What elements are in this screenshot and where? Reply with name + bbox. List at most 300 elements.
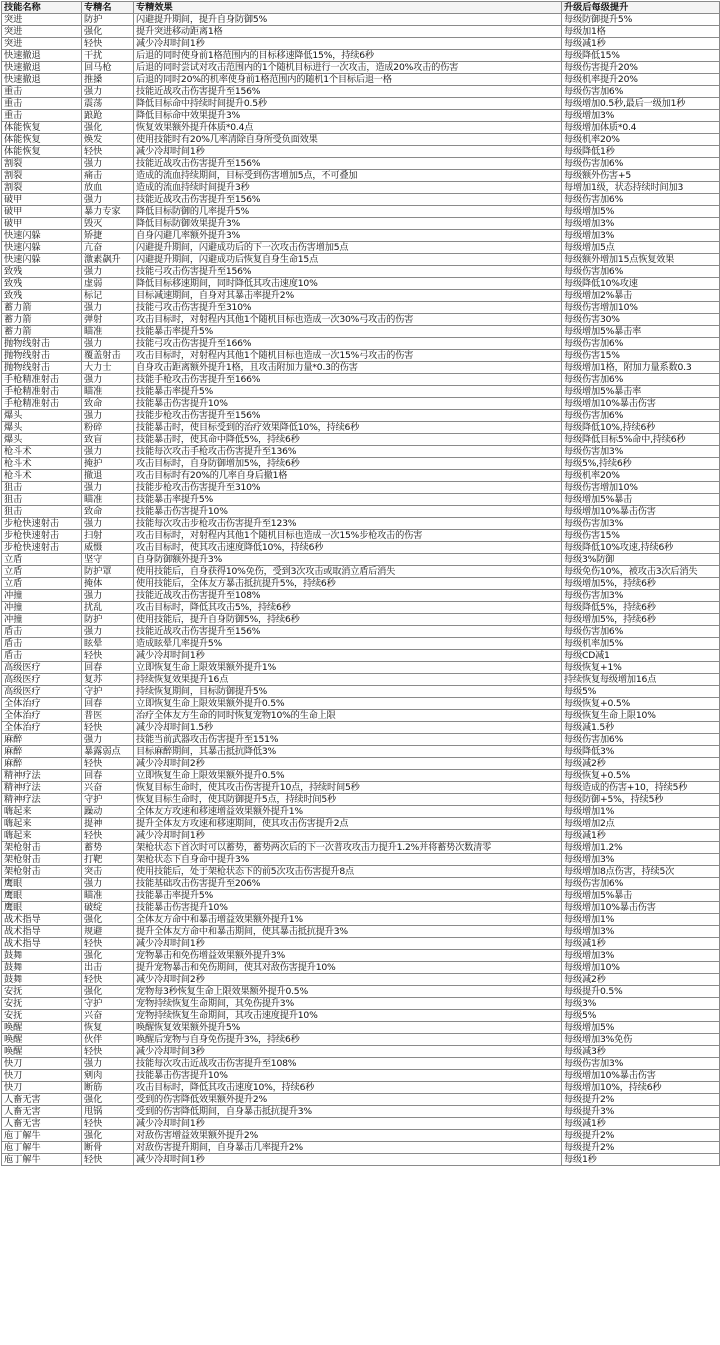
specialization-name-cell: 推搡 bbox=[82, 74, 134, 86]
upgrade-cell: 每级减1秒 bbox=[562, 1118, 720, 1130]
upgrade-cell: 每级伤害加6% bbox=[562, 194, 720, 206]
specialization-effect-cell: 闪避提升期间，闪避成功后的下一次攻击伤害增加5点 bbox=[134, 242, 562, 254]
table-row bbox=[2, 602, 720, 614]
skill-name-cell: 冲撞 bbox=[2, 590, 82, 602]
skill-name-cell: 战术指导 bbox=[2, 938, 82, 950]
specialization-name-cell: 打靶 bbox=[82, 854, 134, 866]
upgrade-cell: 每级机率20% bbox=[562, 134, 720, 146]
skill-name-cell: 鹰眼 bbox=[2, 878, 82, 890]
upgrade-cell: 每级3% bbox=[562, 998, 720, 1010]
specialization-name-cell: 瞄准 bbox=[82, 326, 134, 338]
skill-name-cell: 蓄力箭 bbox=[2, 326, 82, 338]
specialization-effect-cell: 技能暴击率提升5% bbox=[134, 494, 562, 506]
specialization-effect-cell: 减少冷却时间1.5秒 bbox=[134, 722, 562, 734]
specialization-name-cell: 复苏 bbox=[82, 674, 134, 686]
specialization-effect-cell: 提升宠物暴击和免伤期间，使其对敌伤害提升10% bbox=[134, 962, 562, 974]
table-row bbox=[2, 794, 720, 806]
specialization-effect-cell: 宠物持续恢复生命期间，其攻击速度提升10% bbox=[134, 1010, 562, 1022]
skill-name-cell: 庖丁解牛 bbox=[2, 1130, 82, 1142]
table-row bbox=[2, 326, 720, 338]
upgrade-cell: 每级3%防御 bbox=[562, 554, 720, 566]
skill-name-cell: 高级医疗 bbox=[2, 662, 82, 674]
skill-name-cell: 全体治疗 bbox=[2, 710, 82, 722]
upgrade-cell: 每级增加10%暴击伤害 bbox=[562, 1070, 720, 1082]
specialization-effect-cell: 减少冷却时间2秒 bbox=[134, 974, 562, 986]
table-row bbox=[2, 506, 720, 518]
table-row bbox=[2, 434, 720, 446]
specialization-effect-cell: 技能近战攻击伤害提升至108% bbox=[134, 590, 562, 602]
skill-name-cell: 重击 bbox=[2, 110, 82, 122]
specialization-name-cell: 覆盖射击 bbox=[82, 350, 134, 362]
skill-name-cell: 手枪精准射击 bbox=[2, 386, 82, 398]
skill-name-cell: 狙击 bbox=[2, 506, 82, 518]
specialization-effect-cell: 技能基础攻击伤害提升至206% bbox=[134, 878, 562, 890]
specialization-effect-cell: 造成的流血持续时间提升3秒 bbox=[134, 182, 562, 194]
specialization-effect-cell: 造成的流血持续期间，目标受到伤害增加5点，不可叠加 bbox=[134, 170, 562, 182]
upgrade-cell: 每级增加3% bbox=[562, 230, 720, 242]
skill-name-cell: 鼓舞 bbox=[2, 962, 82, 974]
specialization-effect-cell: 攻击目标时有20%的几率自身后撤1格 bbox=[134, 470, 562, 482]
table-row bbox=[2, 290, 720, 302]
upgrade-cell: 每级防御提升5% bbox=[562, 14, 720, 26]
upgrade-cell: 每级加1格 bbox=[562, 26, 720, 38]
specialization-name-cell: 强力 bbox=[82, 446, 134, 458]
specialization-name-cell: 轻快 bbox=[82, 146, 134, 158]
table-row bbox=[2, 698, 720, 710]
specialization-name-cell: 防护罩 bbox=[82, 566, 134, 578]
specialization-name-cell: 破绽 bbox=[82, 902, 134, 914]
skill-name-cell: 架枪射击 bbox=[2, 854, 82, 866]
upgrade-cell: 每级伤害提升20% bbox=[562, 62, 720, 74]
table-row bbox=[2, 1046, 720, 1058]
specialization-name-cell: 守护 bbox=[82, 686, 134, 698]
specialization-name-cell: 伙伴 bbox=[82, 1034, 134, 1046]
table-row bbox=[2, 338, 720, 350]
specialization-effect-cell: 持续恢复效果提升16点 bbox=[134, 674, 562, 686]
specialization-effect-cell: 技能暴击伤害提升10% bbox=[134, 506, 562, 518]
specialization-name-cell: 虚弱 bbox=[82, 278, 134, 290]
specialization-name-cell: 放血 bbox=[82, 182, 134, 194]
table-row bbox=[2, 494, 720, 506]
specialization-name-cell: 轻快 bbox=[82, 650, 134, 662]
skill-name-cell: 抛物线射击 bbox=[2, 362, 82, 374]
table-row bbox=[2, 938, 720, 950]
specialization-name-cell: 回马枪 bbox=[82, 62, 134, 74]
upgrade-cell: 每级伤害加6% bbox=[562, 86, 720, 98]
specialization-name-cell: 标记 bbox=[82, 290, 134, 302]
upgrade-cell: 每级恢复+0.5% bbox=[562, 770, 720, 782]
upgrade-cell: 每级伤害15% bbox=[562, 530, 720, 542]
specialization-name-cell: 强力 bbox=[82, 86, 134, 98]
table-row bbox=[2, 62, 720, 74]
table-row bbox=[2, 1094, 720, 1106]
table-row bbox=[2, 398, 720, 410]
specialization-name-cell: 守护 bbox=[82, 998, 134, 1010]
upgrade-cell: 每级降低15% bbox=[562, 50, 720, 62]
specialization-effect-cell: 后退的同时使身前1格范围内的目标移速降低15%，持续6秒 bbox=[134, 50, 562, 62]
header-row bbox=[2, 2, 720, 14]
table-row bbox=[2, 710, 720, 722]
upgrade-cell: 每级降低10%,持续6秒 bbox=[562, 422, 720, 434]
upgrade-cell: 每级CD减1 bbox=[562, 650, 720, 662]
upgrade-cell: 每级增加1.2% bbox=[562, 842, 720, 854]
specialization-name-cell: 扰乱 bbox=[82, 602, 134, 614]
specialization-name-cell: 坚守 bbox=[82, 554, 134, 566]
specialization-name-cell: 轻快 bbox=[82, 722, 134, 734]
skill-name-cell: 快速闪躲 bbox=[2, 254, 82, 266]
table-row bbox=[2, 242, 720, 254]
upgrade-cell: 每级增加5%，持续6秒 bbox=[562, 614, 720, 626]
table-row bbox=[2, 278, 720, 290]
specialization-effect-cell: 技能每次攻击步枪攻击伤害提升至123% bbox=[134, 518, 562, 530]
table-row bbox=[2, 1082, 720, 1094]
table-row bbox=[2, 962, 720, 974]
table-row bbox=[2, 26, 720, 38]
specialization-effect-cell: 技能弓攻击伤害提升至166% bbox=[134, 338, 562, 350]
table-row bbox=[2, 914, 720, 926]
upgrade-cell: 每级伤害加6% bbox=[562, 410, 720, 422]
upgrade-cell: 每增加1级，状态持续时间加3 bbox=[562, 182, 720, 194]
skill-name-cell: 快速撤退 bbox=[2, 50, 82, 62]
upgrade-cell: 每级免伤10%，被攻击3次后消失 bbox=[562, 566, 720, 578]
table-row bbox=[2, 638, 720, 650]
skill-name-cell: 步枪快速射击 bbox=[2, 542, 82, 554]
upgrade-cell: 每级增加10%暴击伤害 bbox=[562, 398, 720, 410]
specialization-effect-cell: 提升全体友方命中和暴击期间，使其暴击抵抗提升3% bbox=[134, 926, 562, 938]
upgrade-cell: 每级增加1% bbox=[562, 806, 720, 818]
upgrade-cell: 每级提升2% bbox=[562, 1094, 720, 1106]
skill-name-cell: 体能恢复 bbox=[2, 146, 82, 158]
table-row bbox=[2, 422, 720, 434]
table-row bbox=[2, 146, 720, 158]
upgrade-cell: 每级机率加5% bbox=[562, 638, 720, 650]
skill-name-cell: 爆头 bbox=[2, 434, 82, 446]
skill-name-cell: 嗨起来 bbox=[2, 806, 82, 818]
specialization-name-cell: 防护 bbox=[82, 14, 134, 26]
upgrade-cell: 每级增加3% bbox=[562, 110, 720, 122]
table-row bbox=[2, 662, 720, 674]
specialization-effect-cell: 持续恢复期间，目标防御提升5% bbox=[134, 686, 562, 698]
upgrade-cell: 每级伤害加3% bbox=[562, 446, 720, 458]
specialization-name-cell: 毁灭 bbox=[82, 218, 134, 230]
specialization-effect-cell: 降低目标防御效果提升3% bbox=[134, 218, 562, 230]
specialization-effect-cell: 技能暴击率提升5% bbox=[134, 890, 562, 902]
specialization-name-cell: 强化 bbox=[82, 986, 134, 998]
specialization-effect-cell: 攻击目标时，降低其攻击5%，持续6秒 bbox=[134, 602, 562, 614]
specialization-effect-cell: 后退的同时尝试对攻击范围内的1个随机目标进行一次攻击，造成20%攻击的伤害 bbox=[134, 62, 562, 74]
skill-name-cell: 快速撤退 bbox=[2, 74, 82, 86]
specialization-effect-cell: 降低目标移速期间，同时降低其攻击速度10% bbox=[134, 278, 562, 290]
upgrade-cell: 每级降低5%，持续6秒 bbox=[562, 602, 720, 614]
upgrade-cell: 每级伤害增加10% bbox=[562, 302, 720, 314]
skill-name-cell: 鹰眼 bbox=[2, 890, 82, 902]
table-row bbox=[2, 998, 720, 1010]
skill-name-cell: 割裂 bbox=[2, 170, 82, 182]
table-row bbox=[2, 38, 720, 50]
specialization-effect-cell: 技能近战攻击伤害提升至156% bbox=[134, 626, 562, 638]
upgrade-cell: 每级伤害加6% bbox=[562, 734, 720, 746]
specialization-effect-cell: 减少冷却时间1秒 bbox=[134, 146, 562, 158]
skill-name-cell: 枪斗术 bbox=[2, 446, 82, 458]
specialization-name-cell: 强力 bbox=[82, 194, 134, 206]
upgrade-cell: 每级提升0.5% bbox=[562, 986, 720, 998]
skill-name-cell: 突进 bbox=[2, 26, 82, 38]
specialization-effect-cell: 技能近战攻击伤害提升至156% bbox=[134, 158, 562, 170]
skill-name-cell: 精神疗法 bbox=[2, 770, 82, 782]
skill-name-cell: 手枪精准射击 bbox=[2, 374, 82, 386]
table-row bbox=[2, 806, 720, 818]
skill-name-cell: 麻醉 bbox=[2, 746, 82, 758]
specialization-effect-cell: 攻击目标时，自身防御增加5%，持续6秒 bbox=[134, 458, 562, 470]
specialization-name-cell: 矫捷 bbox=[82, 230, 134, 242]
upgrade-cell: 每级伤害加3% bbox=[562, 518, 720, 530]
upgrade-cell: 每级增加5%，持续6秒 bbox=[562, 578, 720, 590]
upgrade-cell: 持续恢复每级增加16点 bbox=[562, 674, 720, 686]
specialization-name-cell: 强化 bbox=[82, 122, 134, 134]
specialization-effect-cell: 宠物暴击和免伤增益效果额外提升3% bbox=[134, 950, 562, 962]
skill-name-cell: 立盾 bbox=[2, 578, 82, 590]
skill-name-cell: 唤醒 bbox=[2, 1022, 82, 1034]
table-row bbox=[2, 482, 720, 494]
upgrade-cell: 每级恢复生命上限10% bbox=[562, 710, 720, 722]
specialization-name-cell: 回春 bbox=[82, 662, 134, 674]
specialization-name-cell: 强力 bbox=[82, 626, 134, 638]
upgrade-cell: 每级增加3% bbox=[562, 926, 720, 938]
table-row bbox=[2, 782, 720, 794]
specialization-name-cell: 轻快 bbox=[82, 38, 134, 50]
specialization-name-cell: 断骨 bbox=[82, 1142, 134, 1154]
specialization-name-cell: 轻快 bbox=[82, 974, 134, 986]
specialization-effect-cell: 降低目标命中效果提升3% bbox=[134, 110, 562, 122]
table-row bbox=[2, 722, 720, 734]
skill-name-cell: 麻醉 bbox=[2, 758, 82, 770]
table-row bbox=[2, 926, 720, 938]
upgrade-cell: 每级伤害30% bbox=[562, 314, 720, 326]
upgrade-cell: 每级降低目标5%命中,持续6秒 bbox=[562, 434, 720, 446]
specialization-name-cell: 轻快 bbox=[82, 830, 134, 842]
table-row bbox=[2, 902, 720, 914]
specialization-name-cell: 扫射 bbox=[82, 530, 134, 542]
skill-name-cell: 爆头 bbox=[2, 422, 82, 434]
specialization-effect-cell: 技能弓攻击伤害提升至156% bbox=[134, 266, 562, 278]
table-row bbox=[2, 50, 720, 62]
table-row bbox=[2, 518, 720, 530]
table-row bbox=[2, 854, 720, 866]
specialization-name-cell: 激素飙升 bbox=[82, 254, 134, 266]
skill-name-cell: 立盾 bbox=[2, 566, 82, 578]
skill-name-cell: 人畜无害 bbox=[2, 1118, 82, 1130]
upgrade-cell: 每级降低10%攻速 bbox=[562, 278, 720, 290]
table-row bbox=[2, 686, 720, 698]
specialization-name-cell: 轻快 bbox=[82, 1154, 134, 1166]
skill-name-cell: 破甲 bbox=[2, 218, 82, 230]
skill-name-cell: 人畜无害 bbox=[2, 1094, 82, 1106]
upgrade-cell: 每级伤害加3% bbox=[562, 1058, 720, 1070]
upgrade-cell: 每级增加5%暴击 bbox=[562, 494, 720, 506]
upgrade-cell: 每级减1秒 bbox=[562, 830, 720, 842]
specialization-effect-cell: 造成眩晕几率提升5% bbox=[134, 638, 562, 650]
specialization-effect-cell: 恢复目标生命时，使其攻击伤害提升10点，持续时间5秒 bbox=[134, 782, 562, 794]
specialization-name-cell: 轻快 bbox=[82, 938, 134, 950]
skill-name-cell: 破甲 bbox=[2, 206, 82, 218]
specialization-name-cell: 强化 bbox=[82, 1130, 134, 1142]
upgrade-cell: 每级伤害加6% bbox=[562, 374, 720, 386]
skill-name-cell: 战术指导 bbox=[2, 914, 82, 926]
upgrade-cell: 每级恢复+0.5% bbox=[562, 698, 720, 710]
skill-name-cell: 精神疗法 bbox=[2, 794, 82, 806]
upgrade-cell: 每级减2秒 bbox=[562, 974, 720, 986]
skill-name-cell: 抛物线射击 bbox=[2, 350, 82, 362]
upgrade-cell: 每级减1秒 bbox=[562, 938, 720, 950]
skill-name-cell: 蓄力箭 bbox=[2, 314, 82, 326]
specialization-effect-cell: 闪避提升期间，闪避成功后恢复自身生命15点 bbox=[134, 254, 562, 266]
table-row bbox=[2, 470, 720, 482]
specialization-effect-cell: 技能手枪攻击伤害提升至166% bbox=[134, 374, 562, 386]
specialization-name-cell: 致盲 bbox=[82, 434, 134, 446]
upgrade-cell: 每级增加3% bbox=[562, 218, 720, 230]
specialization-name-cell: 出击 bbox=[82, 962, 134, 974]
table-row bbox=[2, 1058, 720, 1070]
skill-name-cell: 盾击 bbox=[2, 626, 82, 638]
table-row bbox=[2, 230, 720, 242]
upgrade-cell: 每级提升2% bbox=[562, 1142, 720, 1154]
table-row bbox=[2, 206, 720, 218]
specialization-effect-cell: 对敌伤害提升期间，自身暴击几率提升2% bbox=[134, 1142, 562, 1154]
specialization-effect-cell: 自身攻击距离额外提升1格，且攻击附加力量*0.3的伤害 bbox=[134, 362, 562, 374]
table-row bbox=[2, 590, 720, 602]
specialization-effect-cell: 技能当前武器攻击伤害提升至151% bbox=[134, 734, 562, 746]
skill-name-cell: 手枪精准射击 bbox=[2, 398, 82, 410]
specialization-effect-cell: 自身闪避几率额外提升3% bbox=[134, 230, 562, 242]
upgrade-cell: 每级增加2%暴击 bbox=[562, 290, 720, 302]
skill-name-cell: 庖丁解牛 bbox=[2, 1154, 82, 1166]
table-row bbox=[2, 458, 720, 470]
upgrade-cell: 每级增加0.5秒,最后一级加1秒 bbox=[562, 98, 720, 110]
specialization-name-cell: 踉跄 bbox=[82, 110, 134, 122]
specialization-effect-cell: 唤醒恢复效果额外提升5% bbox=[134, 1022, 562, 1034]
specialization-effect-cell: 立即恢复生命上限效果额外提升0.5% bbox=[134, 770, 562, 782]
table-row bbox=[2, 566, 720, 578]
specialization-name-cell: 普医 bbox=[82, 710, 134, 722]
specialization-name-cell: 断筋 bbox=[82, 1082, 134, 1094]
skill-name-cell: 体能恢复 bbox=[2, 134, 82, 146]
specialization-name-cell: 强化 bbox=[82, 1094, 134, 1106]
specialization-name-cell: 突击 bbox=[82, 866, 134, 878]
skill-name-cell: 安抚 bbox=[2, 986, 82, 998]
specialization-effect-cell: 使用技能后，全体友方暴击抵抗提升5%，持续6秒 bbox=[134, 578, 562, 590]
table-row bbox=[2, 266, 720, 278]
specialization-name-cell: 暴露弱点 bbox=[82, 746, 134, 758]
specialization-name-cell: 恢复 bbox=[82, 1022, 134, 1034]
upgrade-cell: 每级增加10%暴击伤害 bbox=[562, 902, 720, 914]
specialization-effect-cell: 技能暴击率提升5% bbox=[134, 326, 562, 338]
skill-name-cell: 突进 bbox=[2, 38, 82, 50]
specialization-name-cell: 防护 bbox=[82, 614, 134, 626]
specialization-effect-cell: 减少冷却时间1秒 bbox=[134, 938, 562, 950]
skill-name-cell: 嗨起来 bbox=[2, 818, 82, 830]
upgrade-cell: 每级增加2点 bbox=[562, 818, 720, 830]
skill-name-cell: 架枪射击 bbox=[2, 866, 82, 878]
table-row bbox=[2, 890, 720, 902]
skill-name-cell: 重击 bbox=[2, 86, 82, 98]
specialization-effect-cell: 技能每次攻击手枪攻击伤害提升至136% bbox=[134, 446, 562, 458]
skill-name-cell: 唤醒 bbox=[2, 1034, 82, 1046]
upgrade-cell: 每级增加1% bbox=[562, 914, 720, 926]
specialization-effect-cell: 技能步枪攻击伤害提升至156% bbox=[134, 410, 562, 422]
table-row bbox=[2, 314, 720, 326]
specialization-name-cell: 瞄准 bbox=[82, 494, 134, 506]
table-row bbox=[2, 746, 720, 758]
specialization-name-cell: 回春 bbox=[82, 770, 134, 782]
specialization-effect-cell: 技能暴击伤害提升10% bbox=[134, 1070, 562, 1082]
skill-name-cell: 狙击 bbox=[2, 494, 82, 506]
specialization-effect-cell: 宠物持续恢复生命期间，其免伤提升3% bbox=[134, 998, 562, 1010]
upgrade-cell: 每级机率20% bbox=[562, 470, 720, 482]
specialization-name-cell: 强力 bbox=[82, 338, 134, 350]
specialization-name-cell: 兴奋 bbox=[82, 1010, 134, 1022]
specialization-name-cell: 干扰 bbox=[82, 50, 134, 62]
skill-name-cell: 架枪射击 bbox=[2, 842, 82, 854]
specialization-effect-cell: 提升突进移动距离1格 bbox=[134, 26, 562, 38]
specialization-name-cell: 强力 bbox=[82, 266, 134, 278]
specialization-name-cell: 痛击 bbox=[82, 170, 134, 182]
skill-name-cell: 突进 bbox=[2, 14, 82, 26]
specialization-effect-cell: 减少冷却时间1秒 bbox=[134, 38, 562, 50]
table-row bbox=[2, 350, 720, 362]
specialization-effect-cell: 恢复效果额外提升体质*0.4点 bbox=[134, 122, 562, 134]
skill-name-cell: 步枪快速射击 bbox=[2, 530, 82, 542]
skill-name-cell: 高级医疗 bbox=[2, 686, 82, 698]
skill-name-cell: 人畜无害 bbox=[2, 1106, 82, 1118]
skill-name-cell: 庖丁解牛 bbox=[2, 1142, 82, 1154]
table-row bbox=[2, 1154, 720, 1166]
specialization-name-cell: 剜肉 bbox=[82, 1070, 134, 1082]
table-row bbox=[2, 182, 720, 194]
upgrade-cell: 每级增加1格，附加力量系数0.3 bbox=[562, 362, 720, 374]
specialization-effect-cell: 减少冷却时间1秒 bbox=[134, 650, 562, 662]
table-row bbox=[2, 158, 720, 170]
table-row bbox=[2, 674, 720, 686]
skill-name-cell: 嗨起来 bbox=[2, 830, 82, 842]
specialization-effect-cell: 唤醒后宠物与自身免伤提升3%，持续6秒 bbox=[134, 1034, 562, 1046]
header-specialization-name: 专精名 bbox=[82, 2, 134, 14]
skill-name-cell: 安抚 bbox=[2, 1010, 82, 1022]
table-row bbox=[2, 842, 720, 854]
upgrade-cell: 每级增加5%暴击率 bbox=[562, 326, 720, 338]
specialization-name-cell: 强力 bbox=[82, 878, 134, 890]
skill-name-cell: 立盾 bbox=[2, 554, 82, 566]
specialization-name-cell: 焕发 bbox=[82, 134, 134, 146]
specialization-effect-cell: 目标减速期间，自身对其暴击率提升2% bbox=[134, 290, 562, 302]
specialization-effect-cell: 减少冷却时间3秒 bbox=[134, 1046, 562, 1058]
specialization-effect-cell: 提升全体友方攻速和移速期间，使其攻击伤害提升2点 bbox=[134, 818, 562, 830]
specialization-effect-cell: 后退的同时20%的机率使身前1格范围内的随机1个目标后退一格 bbox=[134, 74, 562, 86]
table-row bbox=[2, 974, 720, 986]
table-row bbox=[2, 530, 720, 542]
table-row bbox=[2, 122, 720, 134]
upgrade-cell: 每级降低3% bbox=[562, 746, 720, 758]
skill-name-cell: 冲撞 bbox=[2, 614, 82, 626]
specialization-name-cell: 威慑 bbox=[82, 542, 134, 554]
table-row bbox=[2, 650, 720, 662]
table-row bbox=[2, 362, 720, 374]
specialization-name-cell: 轻快 bbox=[82, 758, 134, 770]
specialization-effect-cell: 全体友方命中和暴击增益效果额外提升1% bbox=[134, 914, 562, 926]
specialization-table bbox=[1, 1, 720, 1166]
table-row bbox=[2, 578, 720, 590]
upgrade-cell: 每级5%,持续6秒 bbox=[562, 458, 720, 470]
specialization-effect-cell: 减少冷却时间1秒 bbox=[134, 830, 562, 842]
